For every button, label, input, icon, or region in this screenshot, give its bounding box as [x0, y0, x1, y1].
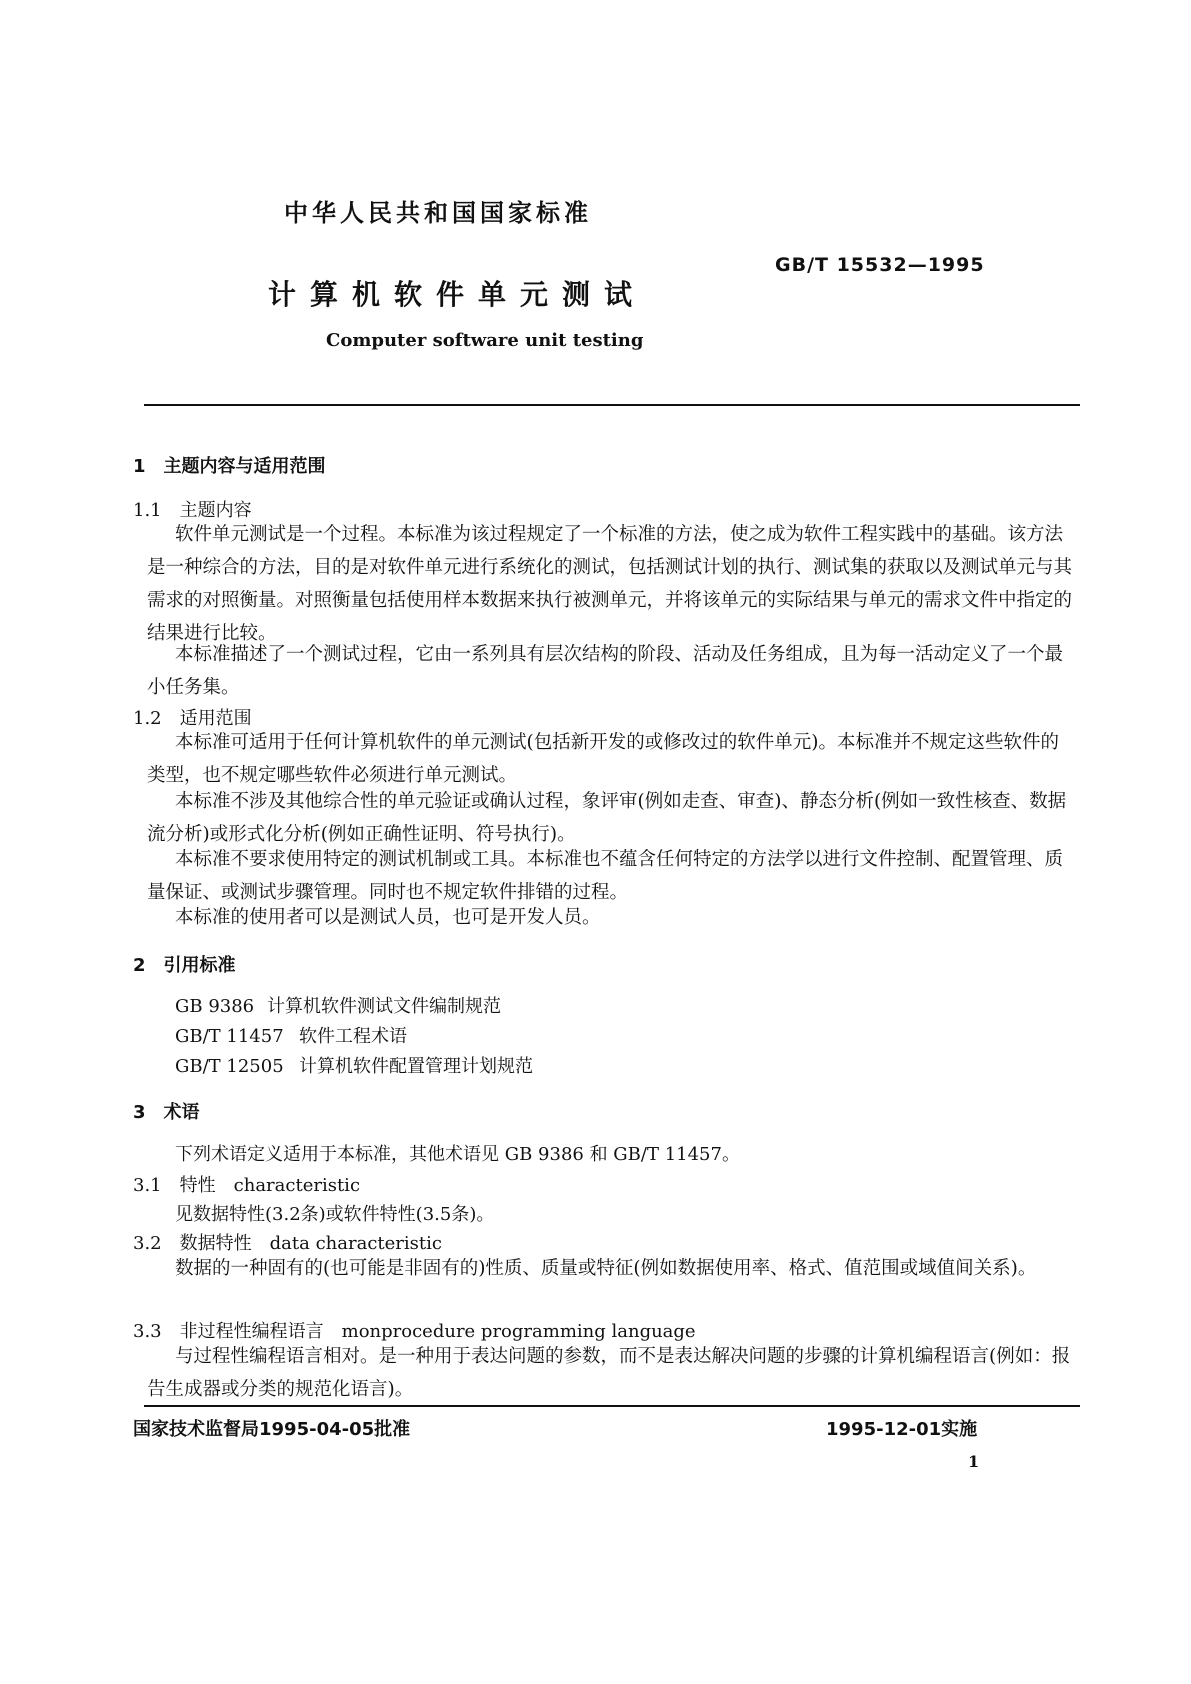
document-title-en: Computer software unit testing: [326, 330, 644, 351]
reference-code: GB/T 12505: [175, 1056, 284, 1077]
section-1-2-para-3: 本标准不要求使用特定的测试机制或工具。本标准也不蕴含任何特定的方法学以进行文件控制、配置管理、质量保证、或测试步骤管理。同时也不规定软件排错的过程。: [147, 849, 1064, 903]
term-number: 3.3: [133, 1321, 162, 1342]
term-en: characteristic: [233, 1175, 361, 1196]
standard-number: GB/T 15532—1995: [775, 254, 985, 276]
reference-code: GB 9386: [175, 996, 255, 1017]
reference-item: [175, 992, 501, 1018]
reference-title: 软件工程术语: [299, 1026, 407, 1047]
section-1-2-heading: 1.2 适用范围: [133, 708, 252, 729]
section-1-1-para-1: 软件单元测试是一个过程。本标准为该过程规定了一个标准的方法，使之成为软件工程实践中的基础。该方法是一种综合的方法，目的是对软件单元进行系统化的测试，包括测试计划的执行、测试集的获取以及测试单元与其需求的对照衡量。对照衡量包括使用样本数据来执行被测单元，并将该单元的实际结果与单元的需求文件中指定的结果进行比较。: [147, 524, 1073, 644]
term-number: 3.2: [133, 1233, 162, 1254]
term-3-3-definition: 与过程性编程语言相对。是一种用于表达问题的参数，而不是表达解决问题的步骤的计算机编程语言(例如：报告生成器或分类的规范化语言)。: [147, 1346, 1071, 1400]
section-1-1-para-2: 本标准描述了一个测试过程，它由一系列具有层次结构的阶段、活动及任务组成，且为每一活动定义了一个最小任务集。: [147, 644, 1064, 698]
reference-title: 计算机软件测试文件编制规范: [267, 996, 501, 1017]
term-number: 3.1: [133, 1175, 162, 1196]
section-1-2-para-4: 本标准的使用者可以是测试人员，也可是开发人员。: [175, 907, 601, 928]
term-3-1-definition: 见数据特性(3.2条)或软件特性(3.5条)。: [175, 1204, 495, 1225]
term-en: monprocedure programming language: [341, 1321, 696, 1342]
term-cn: 数据特性: [179, 1233, 252, 1254]
section-3-intro: 下列术语定义适用于本标准，其他术语见 GB 9386 和 GB/T 11457。: [175, 1144, 740, 1165]
reference-item: [175, 1052, 533, 1078]
effective-date: 1995-12-01实施: [826, 1419, 978, 1440]
term-cn: 非过程性编程语言: [179, 1321, 324, 1342]
section-1-2-para-1: 本标准可适用于任何计算机软件的单元测试(包括新开发的或修改过的软件单元)。本标准并不规定这些软件的类型，也不规定哪些软件必须进行单元测试。: [147, 732, 1059, 786]
term-cn: 特性: [179, 1175, 216, 1196]
term-3-1-heading: [133, 1171, 360, 1197]
section-1-heading: 1 主题内容与适用范围: [133, 456, 326, 477]
document-title-cn: 计算机软件单元测试: [268, 278, 647, 311]
header-rule: [144, 404, 1080, 406]
page-number: 1: [968, 1452, 980, 1471]
section-3-heading: 3 术语: [133, 1102, 200, 1123]
approval-date: 国家技术监督局1995-04-05批准: [133, 1419, 411, 1440]
section-2-heading: 2 引用标准: [133, 955, 236, 976]
term-en: data characteristic: [269, 1233, 442, 1254]
reference-code: GB/T 11457: [175, 1026, 284, 1047]
reference-item: [175, 1022, 407, 1048]
section-1-2-para-2: 本标准不涉及其他综合性的单元验证或确认过程，象评审(例如走查、审查)、静态分析(例如一致性核查、数据流分析)或形式化分析(例如正确性证明、符号执行)。: [147, 791, 1067, 845]
national-standard-title: 中华人民共和国国家标准: [284, 199, 592, 227]
footer-rule: [144, 1405, 1080, 1407]
term-3-2-definition: 数据的一种固有的(也可能是非固有的)性质、质量或特征(例如数据使用率、格式、值范围或域值间关系)。: [175, 1258, 1037, 1279]
section-1-1-heading: 1.1 主题内容: [133, 500, 252, 521]
reference-title: 计算机软件配置管理计划规范: [299, 1056, 533, 1077]
